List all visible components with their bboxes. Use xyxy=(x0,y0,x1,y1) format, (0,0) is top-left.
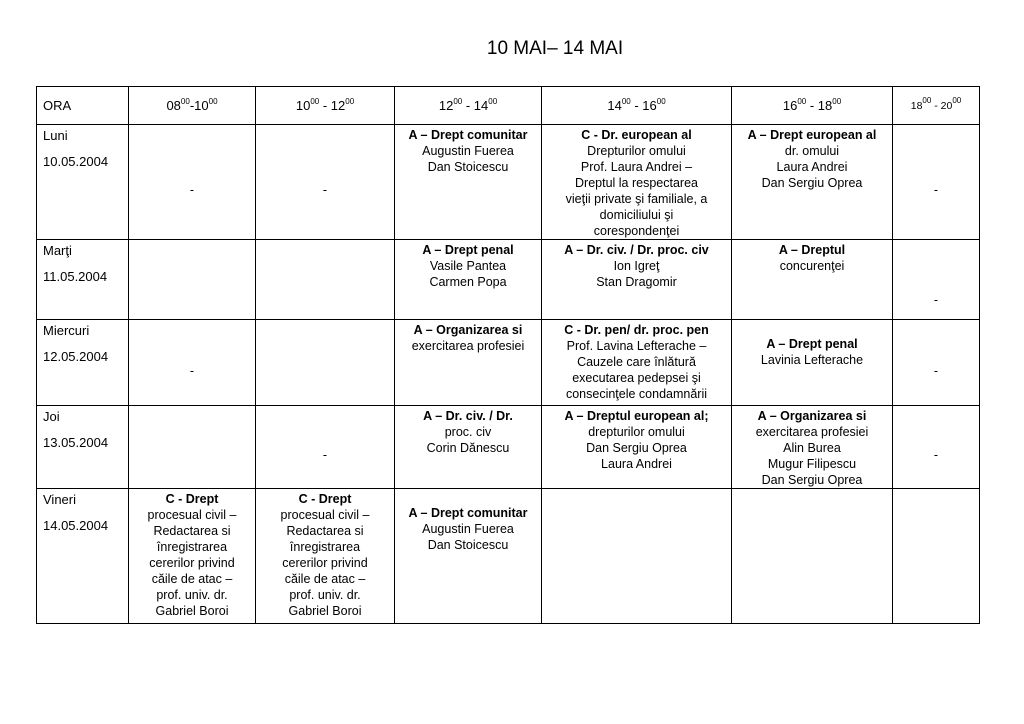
course-line: Ion Igreţ xyxy=(613,259,660,273)
course-name: – Dreptul xyxy=(787,243,846,257)
slot-start-minutes: 00 xyxy=(310,96,320,106)
course-line: dr. omului xyxy=(784,144,840,158)
course-cell xyxy=(395,406,542,489)
course-line: cererilor privind xyxy=(149,556,235,570)
slot-separator: - xyxy=(319,97,331,113)
day-row xyxy=(37,125,980,240)
course-line: procesual civil – xyxy=(147,508,237,522)
header-ora: ORA xyxy=(37,87,129,125)
course-title xyxy=(131,491,253,507)
course-type: C xyxy=(165,492,175,506)
blank-cell xyxy=(732,489,893,624)
header-row xyxy=(37,87,980,125)
slot-separator: - xyxy=(462,97,474,113)
course-line: Dan Sergiu Oprea xyxy=(586,441,687,455)
course-type: A xyxy=(408,128,418,142)
course-type: C xyxy=(298,492,308,506)
course-cell xyxy=(732,320,893,406)
slot-end-minutes: 00 xyxy=(656,96,666,106)
course-line: Dan Sergiu Oprea xyxy=(761,176,863,190)
slot-end: 18 xyxy=(817,97,833,113)
course-name: – Drept european al xyxy=(756,128,877,142)
course-line: corespondenţei xyxy=(593,224,680,238)
course-line: Augustin Fuerea xyxy=(422,522,514,536)
course-line: Gabriel Boroi xyxy=(155,604,229,618)
empty-slot-cell xyxy=(256,406,395,489)
course-title xyxy=(734,336,890,352)
course-title xyxy=(734,408,890,424)
page-title: 10 MAI– 14 MAI xyxy=(486,38,624,59)
dash-mark: - xyxy=(933,292,939,307)
empty-slot-cell xyxy=(893,406,980,489)
course-cell xyxy=(395,125,542,240)
slot-start: 16 xyxy=(782,97,798,113)
course-content xyxy=(129,489,255,619)
day-name: Marţi xyxy=(43,243,72,258)
course-line: Prof. Laura Andrei – xyxy=(580,160,693,174)
day-name: Luni xyxy=(43,128,68,143)
course-content xyxy=(732,406,892,488)
course-line: executarea pedepsei şi xyxy=(572,371,701,385)
blank-cell xyxy=(893,489,980,624)
day-cell xyxy=(37,406,129,489)
day-row xyxy=(37,320,980,406)
day-row xyxy=(37,406,980,489)
day-cell xyxy=(37,240,129,320)
course-line: Corin Dănescu xyxy=(426,441,510,455)
course-type: A xyxy=(747,128,757,142)
course-line: Drepturilor omului xyxy=(587,144,686,158)
course-line: Prof. Lavina Lefterache – xyxy=(566,339,707,353)
course-title xyxy=(397,242,539,258)
course-title xyxy=(734,242,890,258)
day-cell xyxy=(37,489,129,624)
course-line: Redactarea si xyxy=(153,524,231,538)
course-type: A xyxy=(423,409,432,423)
blank-cell xyxy=(256,240,395,320)
course-content xyxy=(395,406,541,456)
course-name: - Dr. european al xyxy=(590,128,692,142)
blank-cell xyxy=(129,240,256,320)
day-date: 12.05.2004 xyxy=(43,349,109,364)
day-row xyxy=(37,489,980,624)
course-line: Alin Burea xyxy=(783,441,841,455)
slot-separator: - xyxy=(630,97,643,113)
slot-end-minutes: 00 xyxy=(488,96,498,106)
course-line: domiciliului şi xyxy=(599,208,674,222)
day-name: Joi xyxy=(43,409,60,424)
course-title xyxy=(544,408,729,424)
course-type: C xyxy=(581,128,591,142)
slot-start-minutes: 00 xyxy=(922,95,932,105)
slot-start: 18 xyxy=(910,99,923,112)
empty-slot-cell xyxy=(893,320,980,406)
empty-slot-cell xyxy=(129,320,256,406)
course-line: Dreptul la respectarea xyxy=(575,176,698,190)
slot-separator: - xyxy=(189,97,195,113)
slot-start: 08 xyxy=(166,97,181,113)
course-title xyxy=(544,127,729,143)
course-cell xyxy=(732,125,893,240)
course-line: Mugur Filipescu xyxy=(767,457,857,471)
course-type: A xyxy=(757,409,767,423)
blank-cell xyxy=(542,489,732,624)
course-line: înregistrarea xyxy=(289,540,361,554)
dash-mark: - xyxy=(933,448,939,462)
course-type: C xyxy=(564,323,574,337)
blank-cell xyxy=(256,320,395,406)
slot-start-minutes: 00 xyxy=(621,96,631,106)
course-cell xyxy=(256,489,395,624)
course-content xyxy=(732,240,892,274)
course-name: – Drept comunitar xyxy=(417,506,528,520)
course-line: drepturilor omului xyxy=(588,425,685,439)
course-line: cererilor privind xyxy=(282,556,368,570)
course-type: A xyxy=(564,243,573,257)
course-title xyxy=(397,127,539,143)
course-name: – Dr. civ. / Dr. proc. civ xyxy=(572,243,709,257)
course-content xyxy=(395,125,541,175)
day-cell xyxy=(37,320,129,406)
course-content xyxy=(395,489,541,553)
slot-end-minutes: 00 xyxy=(832,96,842,106)
header-slot xyxy=(256,87,395,125)
slot-end-minutes: 00 xyxy=(208,96,218,106)
course-line: Laura Andrei xyxy=(601,457,672,471)
empty-slot-cell xyxy=(256,125,395,240)
course-content xyxy=(256,489,394,619)
course-type: A xyxy=(564,409,574,423)
course-line: Redactarea si xyxy=(286,524,364,538)
slot-end: 10 xyxy=(194,97,209,113)
course-line: exercitarea profesiei xyxy=(755,425,869,439)
empty-slot-cell xyxy=(893,125,980,240)
course-title xyxy=(258,491,392,507)
course-content xyxy=(542,320,731,402)
course-cell xyxy=(732,406,893,489)
dash-mark: - xyxy=(933,363,939,378)
course-name: - Drept xyxy=(307,492,352,506)
course-cell xyxy=(542,406,732,489)
slot-end: 20 xyxy=(940,99,953,112)
course-name: – Drept penal xyxy=(430,243,514,257)
day-row xyxy=(37,240,980,320)
course-title xyxy=(397,322,539,338)
course-line: înregistrarea xyxy=(156,540,228,554)
slot-start: 10 xyxy=(295,97,311,113)
course-line: Augustin Fuerea xyxy=(422,144,514,158)
course-line: prof. univ. dr. xyxy=(156,588,228,602)
course-line: Carmen Popa xyxy=(429,275,507,289)
day-name: Vineri xyxy=(43,492,77,507)
header-slot xyxy=(129,87,256,125)
slot-end: 16 xyxy=(642,97,657,113)
course-line: Cauzele care înlătură xyxy=(577,355,696,369)
course-line: proc. civ xyxy=(444,425,492,439)
empty-slot-cell xyxy=(893,240,980,320)
course-title xyxy=(544,242,729,258)
course-name: – Organizarea si xyxy=(766,409,867,423)
day-date: 10.05.2004 xyxy=(43,154,109,169)
header-slot xyxy=(732,87,893,125)
header-slot xyxy=(542,87,732,125)
course-title xyxy=(734,127,890,143)
course-line: Dan Stoicescu xyxy=(427,538,509,552)
course-content xyxy=(542,125,731,239)
course-name: - Drept xyxy=(174,492,219,506)
course-content xyxy=(542,406,731,472)
dash-mark: - xyxy=(933,183,939,197)
course-content xyxy=(395,320,541,354)
course-line: Vasile Pantea xyxy=(429,259,507,273)
course-line: căile de atac – xyxy=(284,572,366,586)
slot-start-minutes: 00 xyxy=(797,96,807,106)
dash-mark: - xyxy=(189,363,195,378)
course-type: A xyxy=(766,337,775,351)
course-content xyxy=(732,320,892,368)
course-cell xyxy=(395,489,542,624)
day-date: 13.05.2004 xyxy=(43,435,109,450)
day-name: Miercuri xyxy=(43,323,90,338)
course-name: – Drept penal xyxy=(774,337,858,351)
course-cell xyxy=(395,240,542,320)
course-type: A xyxy=(422,243,431,257)
course-line: Laura Andrei xyxy=(776,160,848,174)
course-name: – Organizarea si xyxy=(422,323,523,337)
course-line: procesual civil – xyxy=(280,508,370,522)
blank-cell xyxy=(129,406,256,489)
slot-separator: - xyxy=(931,99,941,112)
course-cell xyxy=(542,320,732,406)
day-date: 14.05.2004 xyxy=(43,518,109,533)
course-title xyxy=(397,505,539,521)
header-slot xyxy=(395,87,542,125)
course-title xyxy=(544,322,729,338)
slot-start-minutes: 00 xyxy=(453,96,463,106)
slot-start-minutes: 00 xyxy=(180,96,190,106)
empty-slot-cell xyxy=(129,125,256,240)
course-line: Stan Dragomir xyxy=(596,275,677,289)
course-type: A xyxy=(778,243,788,257)
course-cell xyxy=(542,240,732,320)
course-line: Dan Stoicescu xyxy=(427,160,509,174)
course-type: A xyxy=(408,506,418,520)
course-name: – Drept comunitar xyxy=(417,128,528,142)
slot-end-minutes: 00 xyxy=(345,96,355,106)
slot-end: 14 xyxy=(473,97,489,113)
day-date: 11.05.2004 xyxy=(43,269,108,284)
schedule-table xyxy=(36,86,980,624)
course-line: Gabriel Boroi xyxy=(288,604,362,618)
course-line: concurenţei xyxy=(779,259,845,273)
course-line: Dan Sergiu Oprea xyxy=(761,473,863,487)
dash-mark: - xyxy=(189,183,195,197)
course-line: prof. univ. dr. xyxy=(289,588,361,602)
course-content xyxy=(732,125,892,191)
course-name: – Dreptul european al; xyxy=(573,409,709,423)
course-line: Lavinia Lefterache xyxy=(760,353,864,367)
course-cell xyxy=(395,320,542,406)
course-content xyxy=(542,240,731,290)
dash-mark: - xyxy=(322,448,328,462)
course-name: - Dr. pen/ dr. proc. pen xyxy=(573,323,709,337)
course-line: căile de atac – xyxy=(151,572,233,586)
course-type: A xyxy=(413,323,423,337)
dash-mark: - xyxy=(322,183,328,197)
slot-end-minutes: 00 xyxy=(952,95,962,105)
course-cell xyxy=(129,489,256,624)
slot-start: 14 xyxy=(607,97,622,113)
course-cell xyxy=(732,240,893,320)
course-line: exercitarea profesiei xyxy=(411,339,525,353)
slot-start: 12 xyxy=(438,97,454,113)
course-content xyxy=(395,240,541,290)
header-slot xyxy=(893,87,980,125)
course-cell xyxy=(542,125,732,240)
course-line: consecinţele condamnării xyxy=(565,387,708,401)
course-line: vieţii private şi familiale, a xyxy=(565,192,708,206)
day-cell xyxy=(37,125,129,240)
slot-end: 12 xyxy=(330,97,346,113)
course-title xyxy=(397,408,539,424)
slot-separator: - xyxy=(806,97,818,113)
course-name: – Dr. civ. / Dr. xyxy=(431,409,513,423)
